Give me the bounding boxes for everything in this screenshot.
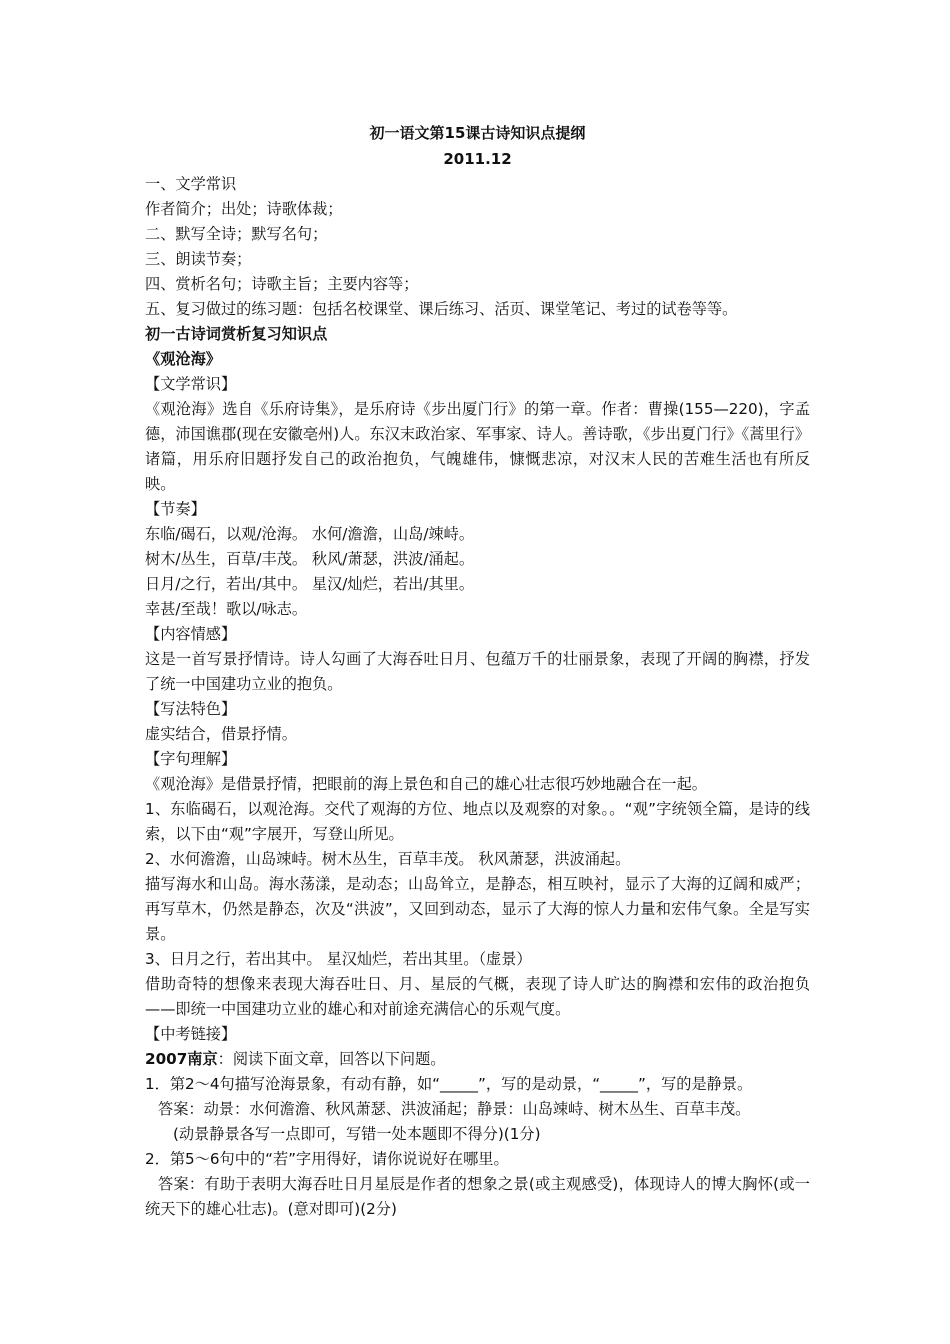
exam-source: 2007南京 — [145, 1050, 218, 1068]
understanding-item-1: 1、东临碣石，以观沧海。交代了观海的方位、地点以及观察的对象。。“观”字统领全篇，是诗的线索，以下由“观”字展开，写登山所见。 — [145, 800, 810, 843]
understanding-item-2-desc: 描写海水和山岛。海水荡漾，是动态；山岛耸立，是静态，相互映衬，显示了大海的辽阔和威严；再写草木，仍然是静态，次及“洪波”，又回到动态，显示了大海的惊人力量和宏伟气象。全是写实景。 — [145, 875, 810, 943]
understanding-heading: 【字句理解】 — [145, 750, 237, 768]
outline-item: 三、朗读节奏； — [145, 250, 252, 268]
outline-item: 四、赏析名句；诗歌主旨；主要内容等； — [145, 275, 419, 293]
understanding-item-3-desc: 借助奇特的想像来表现大海吞吐日、月、星辰的气概，表现了诗人旷达的胸襟和宏伟的政治抱负——即统一中国建功立业的雄心和对前途充满信心的乐观气度。 — [145, 975, 810, 1018]
answer-2: 答案：有助于表明大海吞吐日月星辰是作者的想象之景(或主观感受)，体现诗人的博大胸怀(或一统天下的雄心壮志)。(意对即可)(2分) — [145, 1175, 810, 1218]
rhythm-line: 日月/之行，若出/其中。 星汉/灿烂，若出/其里。 — [145, 575, 475, 593]
outline-item: 二、默写全诗；默写名句； — [145, 225, 328, 243]
understanding-item-3: 3、日月之行，若出其中。 星汉灿烂，若出其里。（虚景） — [145, 950, 532, 968]
rhythm-heading: 【节奏】 — [145, 500, 206, 518]
lit-heading: 【文学常识】 — [145, 375, 237, 393]
answer-1: 答案：动景：水何澹澹、秋风萧瑟、洪波涌起；静景：山岛竦峙、树木丛生、百草丰茂。 — [158, 1100, 751, 1118]
content-heading: 【内容情感】 — [145, 625, 237, 643]
exam-heading: 【中考链接】 — [145, 1025, 237, 1043]
outline-item: 一、文学常识 — [145, 175, 237, 193]
lit-text: 《观沧海》选自《乐府诗集》，是乐府诗《步出厦门行》的第一章。作者：曹操(155—220)，字孟德，沛国谯郡(现在安徽亳州)人。东汉末政治家、军事家、诗人。善诗歌，《步出夏门行》《蒿里行》诸篇，用乐府旧题抒发自己的政治抱负，气魄雄伟，慷慨悲凉，对汉末人民的苦难生活也有所反映。 — [145, 400, 810, 493]
technique-text: 虚实结合，借景抒情。 — [145, 725, 297, 743]
section-heading: 初一古诗词赏析复习知识点 — [145, 325, 328, 343]
document-title: 初一语文第15课古诗知识点提纲 — [369, 124, 586, 142]
document-page — [145, 120, 810, 1222]
rhythm-line: 树木/丛生，百草/丰茂。 秋风/萧瑟，洪波/涌起。 — [145, 550, 475, 568]
rhythm-line: 幸甚/至哉！歌以/咏志。 — [145, 600, 308, 618]
technique-heading: 【写法特色】 — [145, 700, 237, 718]
exam-intro: ：阅读下面文章，回答以下问题。 — [217, 1050, 446, 1068]
content-text: 这是一首写景抒情诗。诗人勾画了大海吞吐日月、包蕴万千的壮丽景象，表现了开阔的胸襟，抒发了统一中国建功立业的抱负。 — [145, 650, 810, 693]
answer-1-note: (动景静景各写一点即可，写错一处本题即不得分)(1分) — [173, 1125, 541, 1143]
question-2: 2．第5～6句中的“若”字用得好，请你说说好在哪里。 — [145, 1150, 509, 1168]
rhythm-line: 东临/碣石，以观/沧海。 水何/澹澹，山岛/竦峙。 — [145, 525, 475, 543]
poem-title: 《观沧海》 — [145, 350, 221, 368]
document-date: 2011.12 — [443, 150, 512, 168]
exam-intro-line — [145, 1047, 810, 1072]
understanding-item-2: 2、水何澹澹，山岛竦峙。树木丛生，百草丰茂。 秋风萧瑟，洪波涌起。 — [145, 850, 631, 868]
question-1: 1．第2～4句描写沧海景象，有动有静，如“_____”，写的是动景，“_____”，写的是静景。 — [145, 1075, 753, 1093]
outline-item: 作者简介；出处；诗歌体裁； — [145, 200, 343, 218]
outline-item: 五、复习做过的练习题：包括名校课堂、课后练习、活页、课堂笔记、考过的试卷等等。 — [145, 300, 738, 318]
understanding-intro: 《观沧海》是借景抒情，把眼前的海上景色和自己的雄心壮志很巧妙地融合在一起。 — [145, 775, 707, 793]
